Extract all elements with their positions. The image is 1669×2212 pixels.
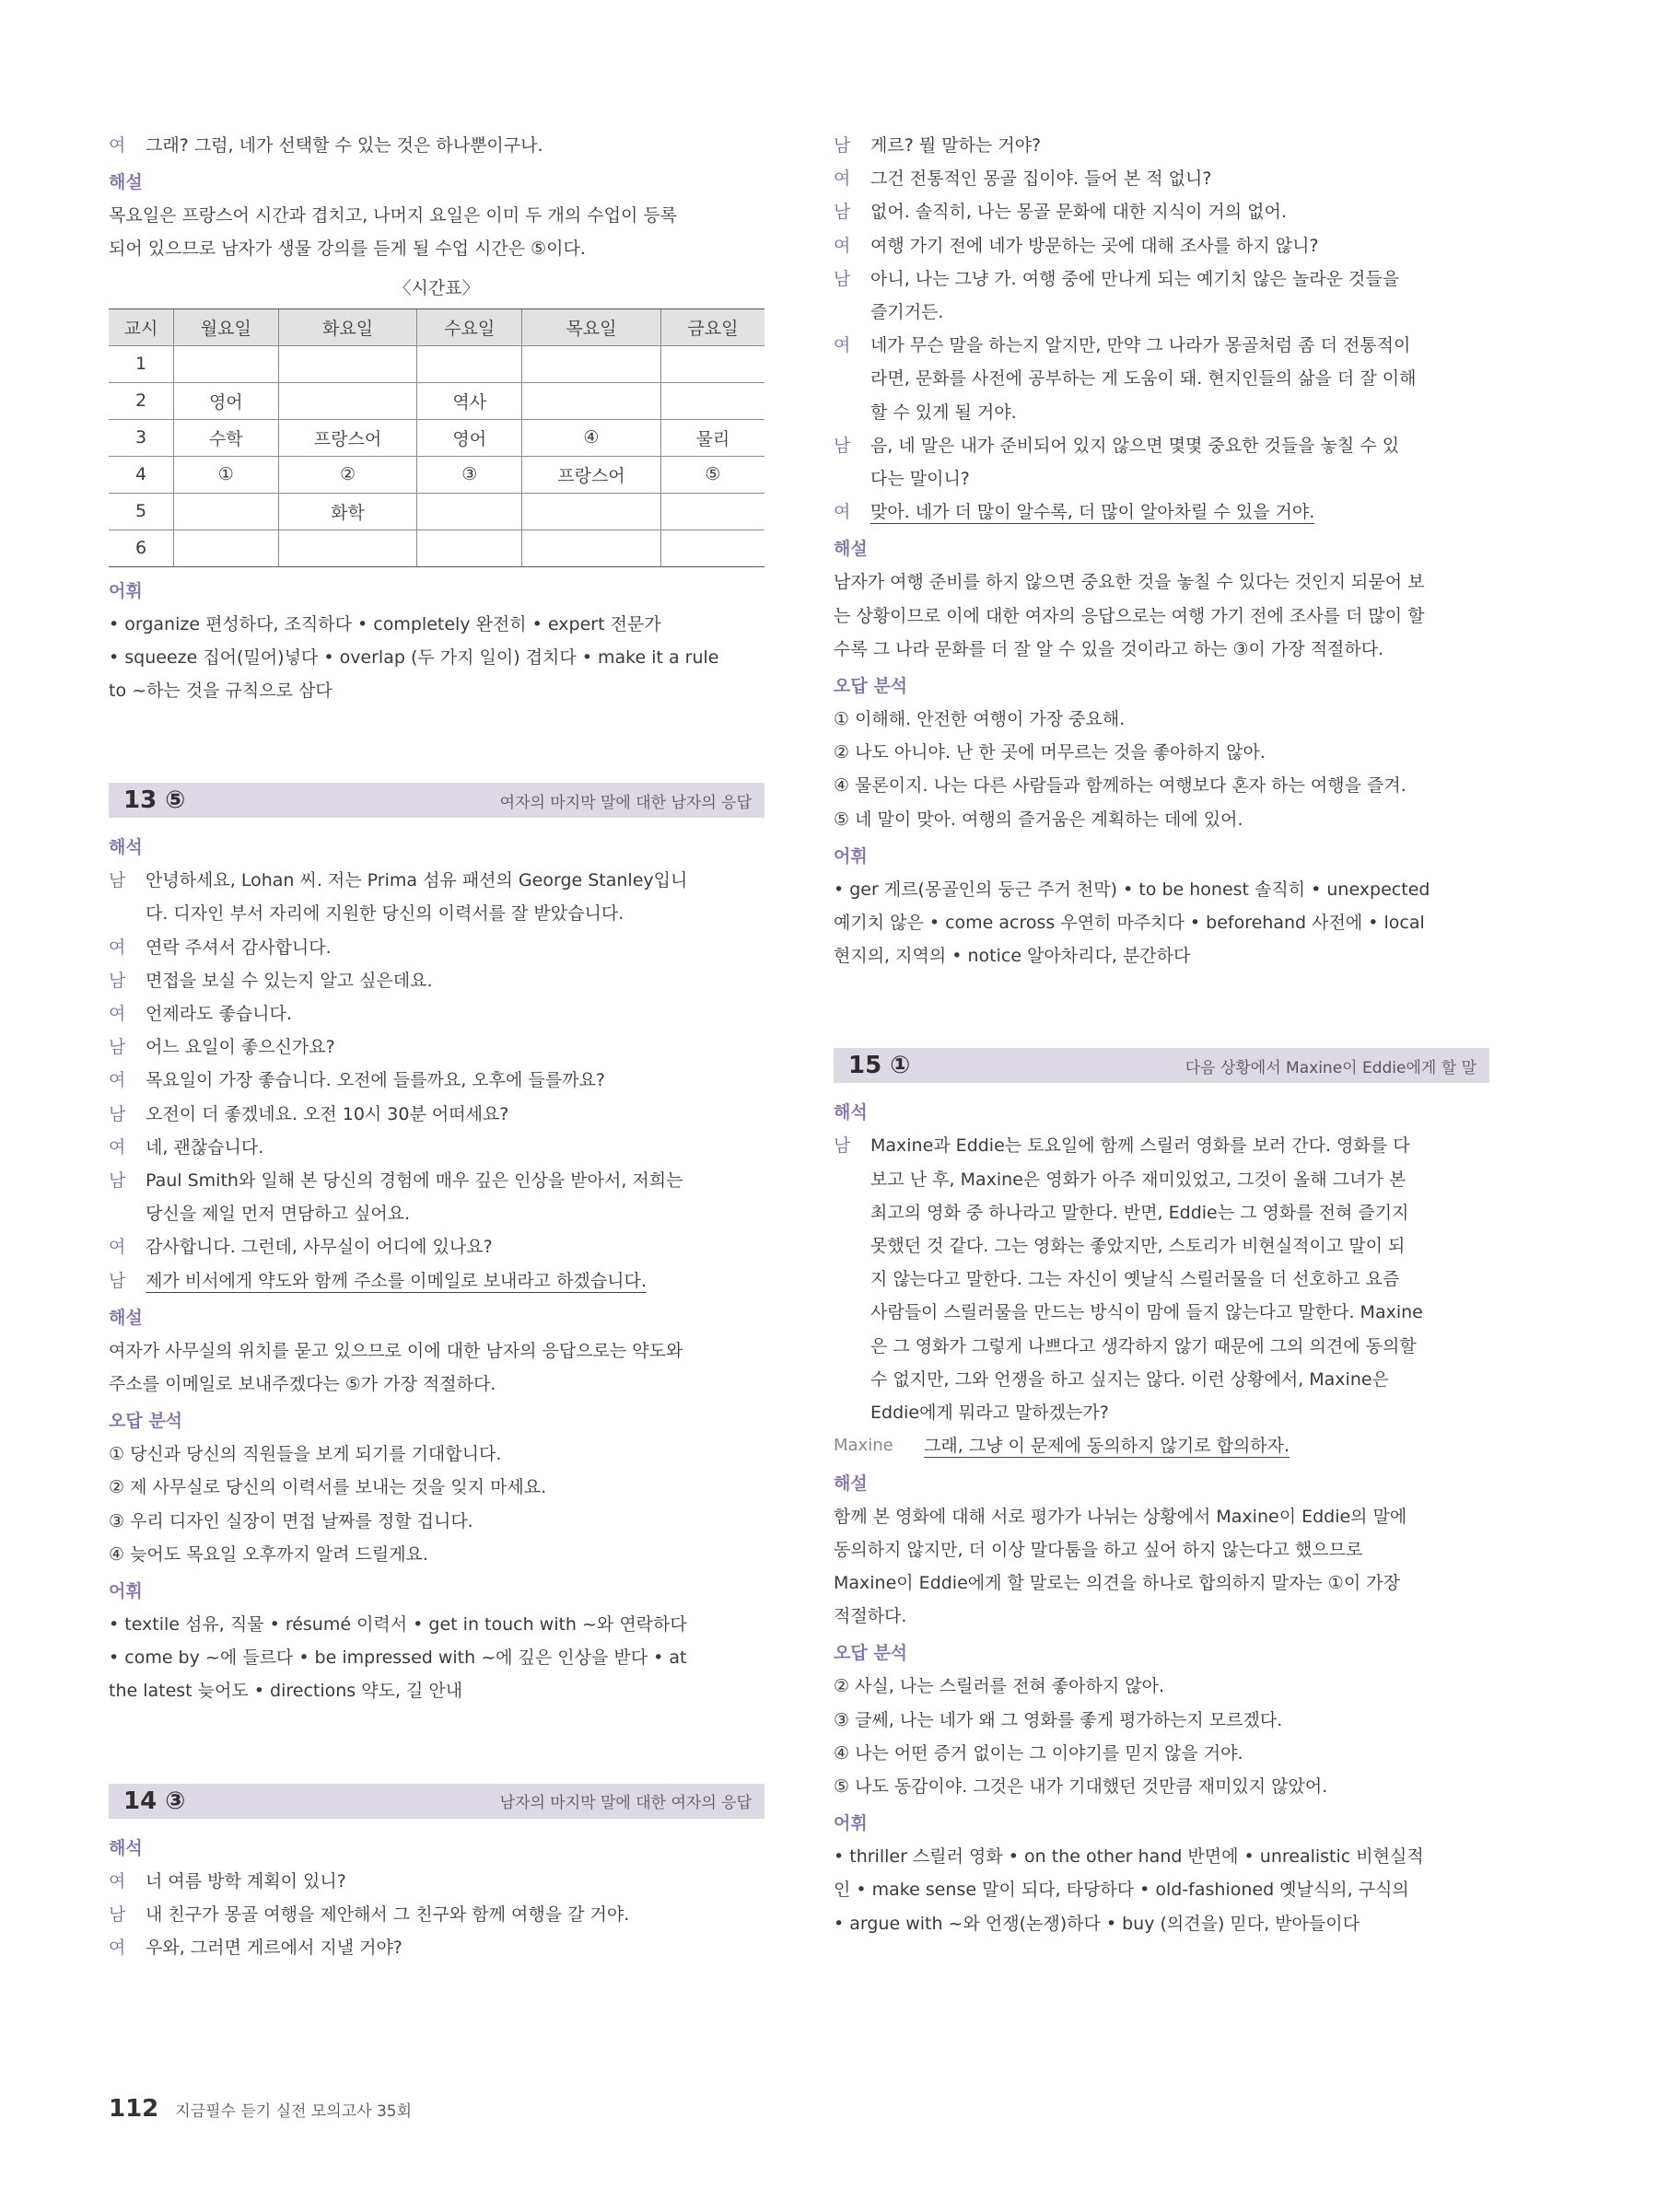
section-heading: 어휘 [834, 1813, 868, 1834]
dialogue-text: 네가 무슨 말을 하는지 알지만, 만약 그 나라가 몽골처럼 좀 더 전통적이 [870, 335, 1411, 356]
table-cell: 5 [109, 493, 174, 530]
dialogue-line [109, 1098, 764, 1131]
speaker: 여 [834, 235, 851, 256]
dialogue-text: 너 여름 방학 계획이 있니? [146, 1870, 346, 1892]
vocab-line: • squeeze 집어(밀어)넣다 • overlap (두 가지 일이) 겹치다 • make it a rule [109, 646, 719, 668]
table-cell [522, 382, 661, 419]
dialogue-line [109, 1898, 764, 1931]
speaker: 남 [109, 970, 126, 991]
wrong-option: ⑤ 네 말이 맞아. 여행의 즐거움은 계획하는 데에 있어. [834, 809, 1243, 830]
section-heading: 어휘 [834, 845, 868, 867]
speaker: 여 [109, 1070, 126, 1091]
dialogue-line [834, 129, 1489, 162]
wrong-option: ③ 우리 디자인 실장이 면접 날짜를 정할 겁니다. [109, 1510, 473, 1531]
table-cell [278, 530, 417, 566]
narration-text: Eddie에게 뭐라고 말하겠는가? [870, 1403, 1109, 1424]
timetable-header-row [109, 309, 764, 345]
header-cell: 목요일 [522, 309, 661, 345]
header-cell: 수요일 [417, 309, 522, 345]
vocab-line: • thriller 스릴러 영화 • on the other hand 반면에 • unrealistic 비현실적 [834, 1846, 1424, 1868]
dialogue-text: 네, 괜찮습니다. [146, 1136, 264, 1158]
speaker: 여 [834, 335, 851, 356]
table-row [109, 345, 764, 382]
dialogue-text: 연락 주셔서 감사합니다. [146, 937, 332, 958]
speaker: 남 [834, 435, 851, 456]
dialogue-line [109, 864, 764, 897]
speaker: 남 [109, 870, 126, 891]
explanation-line: 는 상황이므로 이에 대한 여자의 응답으로는 여행 가기 전에 조사를 더 많이 할 [834, 605, 1425, 626]
table-cell [278, 382, 417, 419]
table-cell: 물리 [660, 419, 764, 456]
right-column [834, 129, 1489, 1940]
dialogue-text: 오전이 더 좋겠네요. 오전 10시 30분 어떠세요? [146, 1103, 509, 1124]
table-cell: 역사 [417, 382, 522, 419]
explanation-line: 적절하다. [834, 1606, 907, 1627]
narration-text: 수 없지만, 그와 언쟁을 하고 싶지는 않다. 이런 상황에서, Maxine은 [870, 1368, 1389, 1390]
speaker: 남 [109, 1903, 126, 1925]
dialogue-line [109, 1931, 764, 1964]
speaker: 여 [109, 1237, 126, 1258]
table-cell [660, 345, 764, 382]
explanation-line: 동의하지 않지만, 더 이상 말다툼을 하고 싶어 하지 않는다고 했으므로 [834, 1539, 1363, 1560]
page-number: 112 [109, 2095, 159, 2123]
dialogue-line [109, 1865, 764, 1898]
page-footer [109, 2095, 412, 2123]
table-cell [174, 493, 279, 530]
table-cell: 프랑스어 [522, 456, 661, 493]
table-row [109, 530, 764, 566]
speaker: 여 [109, 1004, 126, 1025]
vocab-line: to ~하는 것을 규칙으로 삼다 [109, 681, 333, 702]
wrong-option: ② 제 사무실로 당신의 이력서를 보내는 것을 잊지 마세요. [109, 1477, 547, 1498]
header-cell: 교시 [109, 309, 174, 345]
question-topic: 여자의 마지막 말에 대한 남자의 응답 [499, 793, 752, 812]
question-header-14 [109, 1784, 764, 1819]
table-cell [278, 345, 417, 382]
table-cell [522, 493, 661, 530]
dialogue-line [834, 429, 1489, 462]
dialogue-line [834, 195, 1489, 228]
explanation-line: 함께 본 영화에 대해 서로 평가가 나뉘는 상황에서 Maxine이 Eddie의 말에 [834, 1506, 1407, 1527]
table-cell: ② [278, 456, 417, 493]
answer-underlined: 제가 비서에게 약도와 함께 주소를 이메일로 보내라고 하겠습니다. [146, 1270, 647, 1291]
dialogue-line [109, 1164, 764, 1197]
dialogue-text: 면접을 보실 수 있는지 알고 싶은데요. [146, 970, 433, 991]
dialogue-text: 내 친구가 몽골 여행을 제안해서 그 친구와 함께 여행을 갈 거야. [146, 1903, 630, 1925]
dialogue-text: 그건 전통적인 몽골 집이야. 들어 본 적 없니? [870, 169, 1212, 190]
speaker: 여 [109, 1938, 126, 1959]
vocab-line: 예기치 않은 • come across 우연히 마주치다 • beforehand 사전에 • local [834, 913, 1425, 934]
table-cell: 1 [109, 345, 174, 382]
dialogue-text: 음, 네 말은 내가 준비되어 있지 않으면 몇몇 중요한 것들을 놓칠 수 있 [870, 435, 1400, 456]
table-cell [522, 530, 661, 566]
table-cell [660, 382, 764, 419]
table-cell: 수학 [174, 419, 279, 456]
left-column [109, 129, 764, 1964]
section-heading: 오답 분석 [834, 676, 908, 697]
table-cell: ⑤ [660, 456, 764, 493]
wrong-option: ② 사실, 나는 스릴러를 전혀 좋아하지 않아. [834, 1676, 1165, 1697]
dialogue-text: 게르? 뭘 말하는 거야? [870, 135, 1042, 156]
table-cell [660, 493, 764, 530]
dialogue-line [834, 329, 1489, 362]
table-cell: ① [174, 456, 279, 493]
table-cell: ④ [522, 419, 661, 456]
dialogue-line [109, 1230, 764, 1263]
speaker: 여 [834, 169, 851, 190]
dialogue-line [109, 1030, 764, 1064]
dialogue-text: 다. 디자인 부서 자리에 지원한 당신의 이력서를 잘 받았습니다. [146, 903, 624, 925]
speaker: 남 [834, 268, 851, 289]
question-number: 14 ③ [123, 1787, 186, 1815]
dialogue-text: 우와, 그러면 게르에서 지낼 거야? [146, 1938, 403, 1959]
wrong-option: ④ 물론이지. 나는 다른 사람들과 함께하는 여행보다 혼자 하는 여행을 즐겨. [834, 775, 1406, 797]
wrong-option: ① 당신과 당신의 직원들을 보게 되기를 기대합니다. [109, 1444, 502, 1465]
section-heading: 해석 [109, 837, 143, 858]
question-topic: 남자의 마지막 말에 대한 여자의 응답 [499, 1794, 752, 1813]
vocab-line: • come by ~에 들르다 • be impressed with ~에 깊은 인상을 받다 • at [109, 1647, 687, 1669]
dialogue-text: 언제라도 좋습니다. [146, 1004, 292, 1025]
wrong-option: ⑤ 나도 동감이야. 그것은 내가 기대했던 것만큼 재미있지 않았어. [834, 1775, 1328, 1797]
section-heading: 어휘 [109, 580, 143, 601]
dialogue-line [109, 931, 764, 964]
book-title: 지금필수 듣기 실전 모의고사 35회 [175, 2102, 413, 2121]
table-cell [174, 345, 279, 382]
vocab-line: 현지의, 지역의 • notice 알아차리다, 분간하다 [834, 946, 1191, 967]
dialogue-line [109, 1064, 764, 1097]
speaker: 남 [834, 1135, 851, 1157]
speaker: 남 [109, 1170, 126, 1192]
dialogue-text: 여행 가기 전에 네가 방문하는 곳에 대해 조사를 하지 않니? [870, 235, 1319, 256]
table-cell [417, 345, 522, 382]
table-cell: 2 [109, 382, 174, 419]
table-cell [660, 530, 764, 566]
table-cell [522, 345, 661, 382]
section-heading: 오답 분석 [834, 1643, 908, 1664]
speaker: 남 [834, 135, 851, 156]
section-heading: 어휘 [109, 1581, 143, 1602]
vocab-line: • textile 섬유, 직물 • résumé 이력서 • get in touch with ~와 연락하다 [109, 1614, 687, 1636]
dialogue-line [834, 262, 1489, 296]
speaker: 남 [834, 202, 851, 223]
speaker: Maxine [834, 1436, 893, 1456]
dialogue-line [109, 1264, 764, 1298]
table-cell: 화학 [278, 493, 417, 530]
answer-underlined: 맞아. 네가 더 많이 알수록, 더 많이 알아차릴 수 있을 거야. [870, 502, 1315, 523]
wrong-option: ④ 늦어도 목요일 오후까지 알려 드릴게요. [109, 1543, 428, 1565]
section-heading: 해석 [834, 1102, 868, 1123]
explanation-line: 목요일은 프랑스어 시간과 겹치고, 나머지 요일은 이미 두 개의 수업이 등록 [109, 205, 678, 227]
narration-text: 최고의 영화 중 하나라고 말한다. 반면, Eddie는 그 영화를 전혀 즐기지 [870, 1202, 1409, 1223]
dialogue-line [834, 1429, 1489, 1462]
explanation-line: 수록 그 나라 문화를 더 잘 알 수 있을 것이라고 하는 ③이 가장 적절하다. [834, 638, 1384, 659]
dialogue-line [109, 1131, 764, 1164]
speaker: 남 [109, 1037, 126, 1058]
dialogue-text: 목요일이 가장 좋습니다. 오전에 들를까요, 오후에 들를까요? [146, 1070, 605, 1091]
table-cell [417, 493, 522, 530]
explanation-line: 주소를 이메일로 보내주겠다는 ⑤가 가장 적절하다. [109, 1374, 496, 1395]
table-cell [174, 530, 279, 566]
explanation-line: 남자가 여행 준비를 하지 않으면 중요한 것을 놓칠 수 있다는 것인지 되묻어 보 [834, 572, 1425, 593]
dialogue-text: 즐기거든. [870, 302, 944, 323]
question-number: 13 ⑤ [123, 786, 186, 815]
table-row [109, 456, 764, 493]
section-heading: 해설 [109, 1307, 143, 1328]
timetable-title: 〈시간표〉 [393, 277, 480, 298]
timetable [109, 309, 764, 567]
dialogue-line [109, 964, 764, 997]
wrong-option: ① 이해해. 안전한 여행이 가장 중요해. [834, 709, 1126, 730]
dialogue-text: 어느 요일이 좋으신가요? [146, 1037, 335, 1058]
explanation-line: Maxine이 Eddie에게 할 말로는 의견을 하나로 합의하지 말자는 ①이 가장 [834, 1572, 1400, 1593]
question-header-15 [834, 1048, 1489, 1083]
section-heading: 해설 [109, 172, 143, 193]
dialogue-text: 그래? 그럼, 네가 선택할 수 있는 것은 하나뿐이구나. [146, 135, 543, 156]
dialogue-line [834, 495, 1489, 529]
vocab-line: the latest 늦어도 • directions 약도, 길 안내 [109, 1681, 463, 1702]
section-heading: 해설 [834, 539, 868, 560]
vocab-line: 인 • make sense 말이 되다, 타당하다 • old-fashioned 옛날식의, 구식의 [834, 1880, 1409, 1901]
section-heading: 오답 분석 [109, 1411, 183, 1432]
dialogue-line [834, 162, 1489, 195]
narration-text: 사람들이 스릴러물을 만드는 방식이 맘에 들지 않는다고 말한다. Maxine [870, 1302, 1423, 1323]
dialogue-text: 할 수 있게 될 거야. [870, 402, 1017, 423]
vocab-line: • ger 게르(몽골인의 둥근 주거 천막) • to be honest 솔직히 • unexpected [834, 879, 1430, 900]
dialogue-text: 아니, 나는 그냥 가. 여행 중에 만나게 되는 예기치 않은 놀라운 것들을 [870, 268, 1400, 289]
dialogue-text: 다는 말이니? [870, 469, 970, 490]
header-cell: 화요일 [278, 309, 417, 345]
speaker: 여 [109, 1870, 126, 1892]
explanation-line: 되어 있으므로 남자가 생물 강의를 듣게 될 수업 시간은 ⑤이다. [109, 239, 586, 260]
narration-text: 못했던 것 같다. 그는 영화는 좋았지만, 스토리가 비현실적이고 말이 되 [870, 1236, 1406, 1257]
dialogue-text: 감사합니다. 그런데, 사무실이 어디에 있나요? [146, 1237, 493, 1258]
table-row [109, 419, 764, 456]
vocab-line: • organize 편성하다, 조직하다 • completely 완전히 • expert 전문가 [109, 613, 661, 634]
dialogue-text: 안녕하세요, Lohan 씨. 저는 Prima 섬유 패션의 George Stanley입니 [146, 870, 688, 891]
table-cell: 프랑스어 [278, 419, 417, 456]
explanation-line: 여자가 사무실의 위치를 묻고 있으므로 이에 대한 남자의 응답으로는 약도와 [109, 1340, 683, 1361]
narration-text: 보고 난 후, Maxine은 영화가 아주 재미있었고, 그것이 올해 그녀가 본 [870, 1169, 1406, 1190]
dialogue-text: 없어. 솔직히, 나는 몽골 문화에 대한 지식이 거의 없어. [870, 202, 1287, 223]
table-cell: ③ [417, 456, 522, 493]
wrong-option: ② 나도 아니야. 난 한 곳에 머무르는 것을 좋아하지 않아. [834, 742, 1266, 763]
vocab-line: • argue with ~와 언쟁(논쟁)하다 • buy (의견을) 믿다, 받아들이다 [834, 1913, 1360, 1934]
dialogue-line [109, 997, 764, 1030]
wrong-option: ④ 나는 어떤 증거 없이는 그 이야기를 믿지 않을 거야. [834, 1742, 1243, 1764]
question-number: 15 ① [848, 1052, 911, 1080]
dialogue-text: 당신을 제일 먼저 면담하고 싶어요. [146, 1204, 411, 1225]
table-cell: 6 [109, 530, 174, 566]
narration-text: 은 그 영화가 그렇게 나쁘다고 생각하지 않기 때문에 그의 의견에 동의할 [870, 1335, 1417, 1356]
table-row [109, 382, 764, 419]
speaker: 남 [109, 1270, 126, 1291]
table-cell: 3 [109, 419, 174, 456]
header-cell: 금요일 [660, 309, 764, 345]
table-cell [417, 530, 522, 566]
narration-text: 지 않는다고 말한다. 그는 자신이 옛날식 스릴러물을 더 선호하고 요즘 [870, 1269, 1400, 1290]
narration-line [834, 1129, 1489, 1162]
dialogue-line [109, 129, 764, 162]
table-cell: 영어 [174, 382, 279, 419]
table-cell: 영어 [417, 419, 522, 456]
speaker: 남 [109, 1103, 126, 1124]
question-header-13 [109, 783, 764, 818]
question-topic: 다음 상황에서 Maxine이 Eddie에게 할 말 [1185, 1058, 1476, 1077]
speaker: 여 [109, 1136, 126, 1158]
dialogue-text: 라면, 문화를 사전에 공부하는 게 도움이 돼. 현지인들의 삶을 더 잘 이해 [870, 368, 1417, 390]
table-cell: 4 [109, 456, 174, 493]
answer-underlined: 그래, 그냥 이 문제에 동의하지 않기로 합의하자. [924, 1436, 1290, 1457]
section-heading: 해설 [834, 1473, 868, 1494]
narration-text: Maxine과 Eddie는 토요일에 함께 스릴러 영화를 보러 간다. 영화를 다 [870, 1135, 1410, 1157]
table-row [109, 493, 764, 530]
speaker: 여 [109, 135, 126, 156]
section-heading: 해석 [109, 1837, 143, 1858]
speaker: 여 [109, 937, 126, 958]
wrong-option: ③ 글쎄, 나는 네가 왜 그 영화를 좋게 평가하는지 모르겠다. [834, 1709, 1283, 1730]
header-cell: 월요일 [174, 309, 279, 345]
dialogue-line [834, 229, 1489, 262]
speaker: 여 [834, 502, 851, 523]
dialogue-text: Paul Smith와 일해 본 당신의 경험에 매우 깊은 인상을 받아서, 저희는 [146, 1170, 683, 1192]
